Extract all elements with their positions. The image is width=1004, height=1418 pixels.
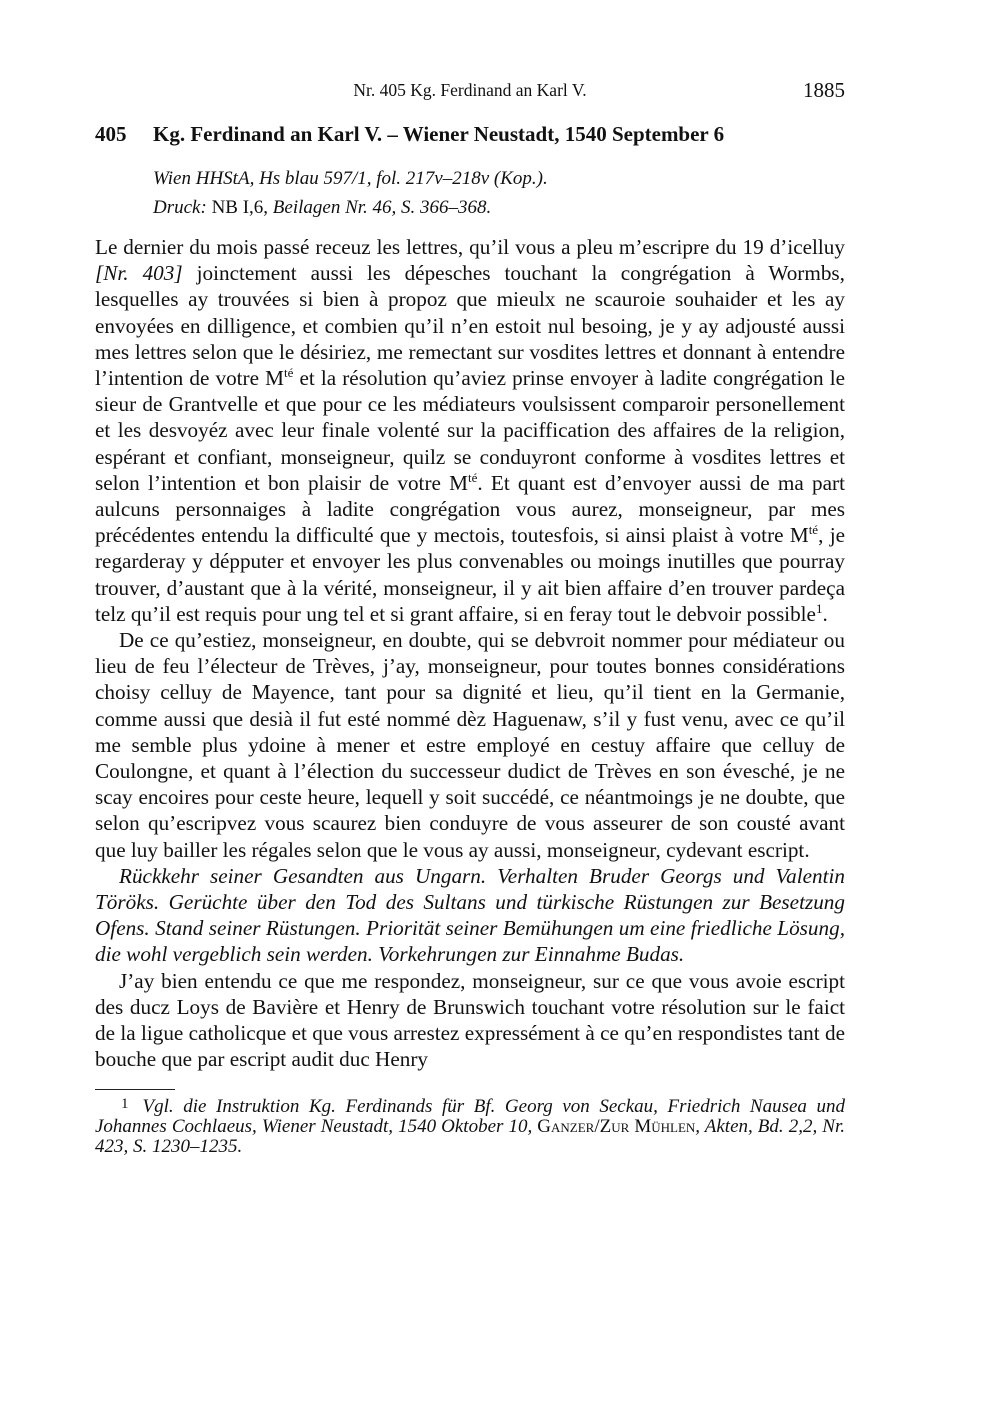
superscript-te: té <box>808 522 819 538</box>
print-edition: NB I,6, <box>211 197 269 218</box>
footnote-text: , Akten, Bd. 2,2, Nr. 423, S. 1230–1235. <box>95 1115 845 1157</box>
paragraph-2: De ce qu’estiez, monseigneur, en doubte, qui se debvroit nommer pour médiateur ou lieu de feu l’électeur de Trèves, j’ay, monseigneur, pour toutes bonnes considérations choisy celluy de Mayence, tant pour sa dignité et lieu, qu’il tient en la Germanie, comme aussi que desià il fut esté nommé dèz Haguenaw, s’il y fust venu, avec ce qu’il me semble plus ydoine à mener et estre employé en cestuy affaire que celluy de Coulongne, et quant à l’élection du successeur dudict de Trèves en son évesché, je ne scay encoires pour ceste heure, lequell y soit succédé, ce néantmoings je ne doubte, que selon qu’escripvez vous scaurez bien conduyre de vous asseurer de son cousté avant que luy bailler les régales selon que le vous ay aussi, monseigneur, cydevant escript. <box>95 628 845 862</box>
print-details: Beilagen Nr. 46, S. 366–368. <box>272 197 492 218</box>
running-head <box>95 78 845 108</box>
document-title: Kg. Ferdinand an Karl V. – Wiener Neustadt, 1540 September 6 <box>153 122 725 146</box>
paragraph-text: Le dernier du mois passé receuz les lettres, qu’il vous a pleu m’escripre du 19 d’icelluy <box>95 235 845 259</box>
superscript-te: té <box>283 365 294 381</box>
footnote-authors: Ganzer/Zur Mühlen <box>537 1115 696 1137</box>
print-label: Druck: <box>153 197 207 218</box>
print-reference <box>153 193 845 222</box>
paragraph-4: J’ay bien entendu ce que me respondez, monseigneur, sur ce que vous avoie escript des ducz Loys de Bavière et Henry de Brunswich touchant votre résolution sur le faict de la ligue catholicque et que vous arrestez expressément à ce qu’en respondistes tant de bouche que par escript audit duc Henry <box>95 968 845 1072</box>
paragraph-text: . <box>822 601 828 626</box>
superscript-te: té <box>467 469 478 485</box>
page-number: 1885 <box>803 78 845 102</box>
cross-reference: [Nr. 403] <box>95 261 183 286</box>
paragraph-text: et la résolution qu’aviez prinse envoyer à ladite congrégation le sieur de Grantvelle et que pour ce les médiateurs voulsissent comparoir personellement et les desvoyéz avec leur finale volenté sur la paciffication des affaires de la religion, espérant et confiant, monseigneur, quilz se conduyront conforme à vosdites lettres et selon l’intention et bon plaisir de votre M <box>95 366 845 495</box>
footnote-reference[interactable]: 1 <box>815 600 823 616</box>
paragraph-text: . Et quant est d’envoyer aussi de ma part aulcuns personnaiges à ladite congrégation vous aurez, monseigneur, par mes précédentes entendu la difficulté que y mectois, toutesfois, si ainsi plaist à votre M <box>95 470 845 548</box>
document-heading <box>95 120 845 148</box>
running-title: Nr. 405 Kg. Ferdinand an Karl V. <box>353 80 587 100</box>
paragraph-text: joinctement aussi les dépesches touchant la congrégation à Wormbs, lesquelles ay trouvées si bien à propoz que mieulx ne scauroie souhaider et les ay envoyées en dilligence, et combien qu’il n’en estoit nul besoing, je y ay adjousté aussi mes lettres selon que le désiriez, me remectant sur vosdites lettres et donnant à entendre l’intention de votre M <box>95 261 845 391</box>
document-page <box>95 78 845 1157</box>
footnote-number: 1 <box>121 1095 129 1112</box>
footnote-divider <box>95 1089 175 1090</box>
editorial-summary: Rückkehr seiner Gesandten aus Ungarn. Verhalten Bruder Georgs und Valentin Töröks. Gerüchte über den Tod des Sultans und türkische Rüstungen zur Besetzung Ofens. Stand seiner Rüstungen. Priorität seiner Bemühungen um eine friedliche Lösung, die wohl vergeblich sein werden. Vorkehrungen zur Einnahme Budas. <box>95 863 845 967</box>
source-references <box>153 164 845 222</box>
footnote <box>95 1094 845 1157</box>
document-number: 405 <box>95 122 127 146</box>
letter-body <box>95 234 845 1073</box>
paragraph-text: , je regarderay y dépputer et envoyer les plus convenables ou moings inutilles que pourray trouver, d’austant que à la vérité, monseigneur, il y ait bien affaire d’en trouver pardeça telz qu’il est requis pour ung tel et si grant affaire, si en feray tout le debvoir possible <box>95 523 845 626</box>
footnote-text: Vgl. die Instruktion Kg. Ferdinands für Bf. Georg von Seckau, Friedrich Nausea und Johannes Cochlaeus, Wiener Neustadt, 1540 Oktober 10, <box>95 1095 845 1137</box>
archive-reference: Wien HHStA, Hs blau 597/1, fol. 217v–218v (Kop.). <box>153 168 548 189</box>
paragraph-1 <box>95 234 845 627</box>
